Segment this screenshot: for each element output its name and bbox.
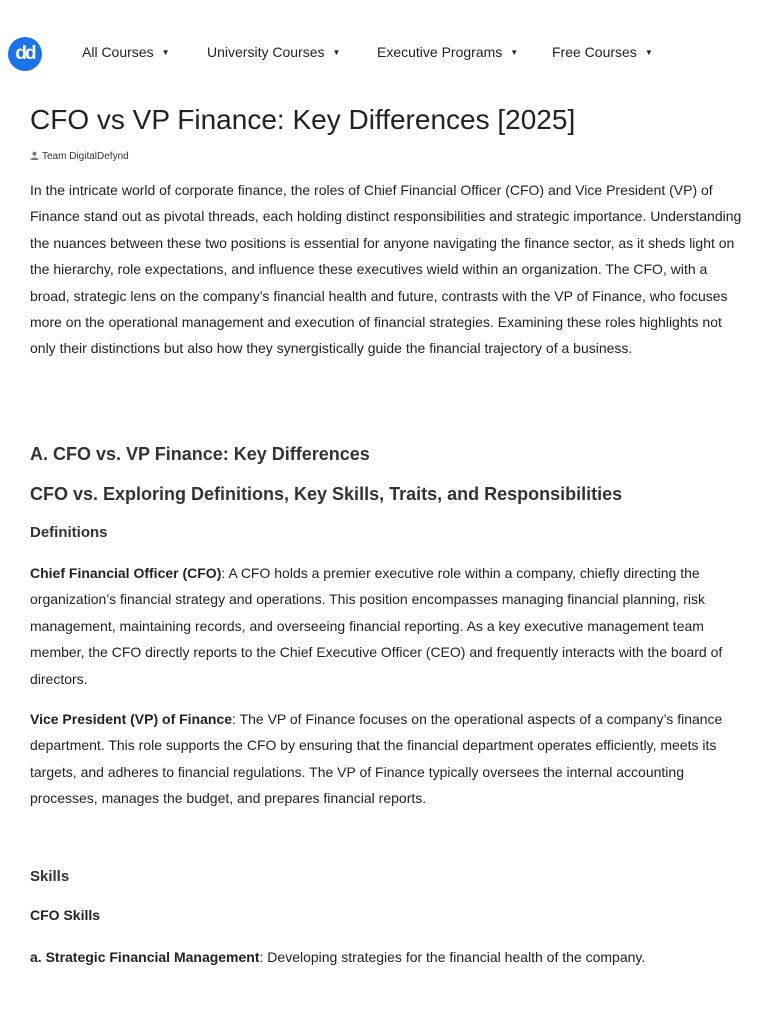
vp-definition-text: : The VP of Finance focuses on the operational aspects of a company’s finance department. This role supports the CFO by ensuring that the financial department operates efficiently, meets its targets, and adheres to financial regulations. The VP of Finance typically oversees the internal accounting processes, manages the budget, and prepares financial reports.: [30, 711, 723, 807]
nav-item-executive-programs[interactable]: [377, 44, 518, 60]
nav-item-label: All Courses: [82, 44, 154, 60]
vp-definition: [30, 706, 742, 812]
cfo-definition-text: : A CFO holds a premier executive role within a company, chiefly directing the organization’s financial strategy and operations. This position encompasses managing financial planning, risk management, maintaining records, and overseeing financial reporting. As a key executive management team member, the CFO directly reports to the Chief Executive Officer (CEO) and frequently interacts with the board of directors.: [30, 565, 723, 687]
chevron-down-icon: ▼: [161, 48, 170, 57]
section-heading-key-differences: A. CFO vs. VP Finance: Key Differences: [30, 444, 370, 464]
nav-item-label: Free Courses: [552, 44, 637, 60]
nav-item-label: University Courses: [207, 44, 325, 60]
skill-item: [30, 944, 742, 970]
section-subheading: CFO vs. Exploring Definitions, Key Skills, Traits, and Responsibilities: [30, 484, 623, 504]
top-navigation: [0, 0, 768, 108]
skill-item-term: a. Strategic Financial Management: [30, 949, 260, 965]
user-icon: [30, 151, 39, 160]
chevron-down-icon: ▼: [644, 48, 653, 57]
chevron-down-icon: ▼: [510, 48, 519, 57]
author-byline[interactable]: [30, 151, 129, 162]
definitions-heading: Definitions: [30, 524, 108, 541]
skill-item-text: : Developing strategies for the financial health of the company.: [259, 949, 646, 965]
page-title: CFO vs VP Finance: Key Differences [2025]: [30, 104, 576, 135]
cfo-definition-term: Chief Financial Officer (CFO): [30, 565, 222, 581]
cfo-skills-heading: CFO Skills: [30, 907, 101, 923]
chevron-down-icon: ▼: [332, 48, 341, 57]
intro-paragraph: In the intricate world of corporate finance, the roles of Chief Financial Officer (CFO) and Vice President (VP) of Finance stand out as pivotal threads, each holding distinct responsibilities and strategic importance. Understanding the nuances between these two positions is essential for anyone navigating the finance sector, as it sheds light on the hierarchy, role expectations, and influence these executives wield within an organization. The CFO, with a broad, strategic lens on the company’s financial health and future, contrasts with the VP of Finance, who focuses more on the operational management and execution of financial strategies. Examining these roles highlights not only their distinctions but also how they synergistically guide the financial trajectory of a business.: [30, 182, 742, 357]
nav-item-label: Executive Programs: [377, 44, 503, 60]
nav-item-all-courses[interactable]: [82, 44, 170, 60]
vp-definition-term: Vice President (VP) of Finance: [30, 711, 233, 727]
cfo-definition: [30, 560, 742, 692]
skills-heading: Skills: [30, 868, 70, 885]
nav-item-free-courses[interactable]: [552, 44, 653, 60]
digitaldefynd-logo[interactable]: dd: [8, 37, 42, 71]
author-name: Team DigitalDefynd: [42, 151, 129, 162]
nav-item-university-courses[interactable]: [207, 44, 340, 60]
